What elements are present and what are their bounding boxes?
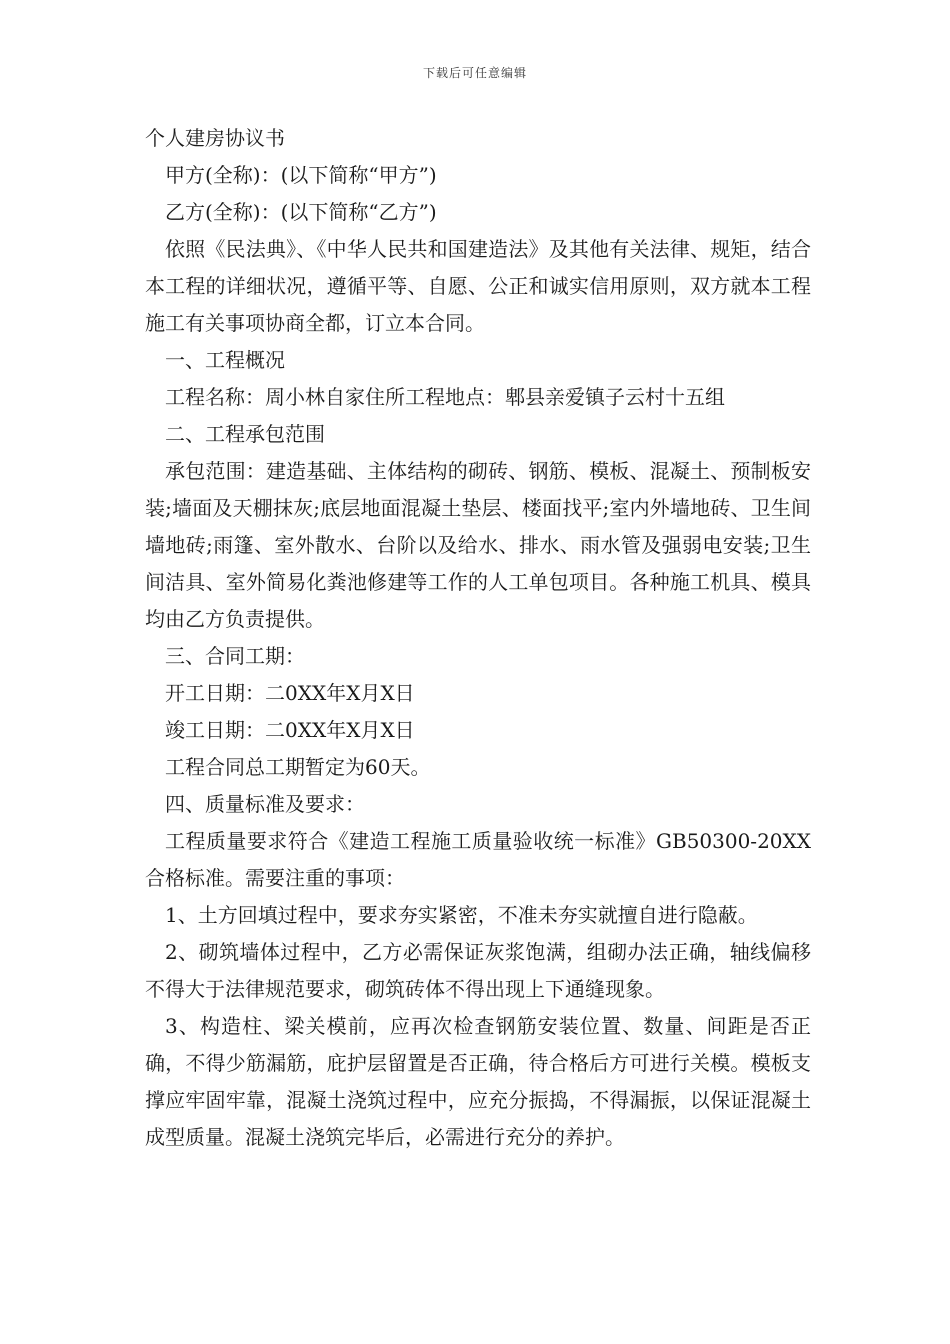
quality-item-2: 2、砌筑墙体过程中，乙方必需保证灰浆饱满，组砌办法正确，轴线偏移不得大于法律规范要求，砌筑砖体不得出现上下通缝现象。 <box>145 940 811 1001</box>
preamble-paragraph: 依照《民法典》、《中华人民共和国建造法》及其他有关法律、规矩，结合本工程的详细状况，遵循平等、自愿、公正和诚实信用原则，双方就本工程施工有关事项协商全都，订立本合同。 <box>145 237 811 335</box>
quality-standard-paragraph: 工程质量要求符合《建造工程施工质量验收统一标准》GB50300-20XX合格标准。需要注重的事项： <box>145 829 811 890</box>
start-date-line: 开工日期：二0XX年X月X日 <box>165 681 415 705</box>
completion-date-line: 竣工日期：二0XX年X月X日 <box>165 718 415 742</box>
quality-item-1: 1、土方回填过程中，要求夯实紧密，不准未夯实就擅自进行隐蔽。 <box>165 903 758 927</box>
party-b-line: 乙方(全称)：(以下简称“乙方”) <box>165 200 437 224</box>
section-heading-quality: 四、质量标准及要求： <box>165 792 365 816</box>
section-heading-overview: 一、工程概况 <box>165 348 285 372</box>
section-heading-scope: 二、工程承包范围 <box>165 422 325 446</box>
total-duration-line: 工程合同总工期暂定为60天。 <box>165 755 431 779</box>
scope-paragraph: 承包范围：建造基础、主体结构的砌砖、钢筋、模板、混凝土、预制板安装;墙面及天棚抹灰;底层地面混凝土垫层、楼面找平;室内外墙地砖、卫生间墙地砖;雨篷、室外散水、台阶以及给水、排水、雨水管及强弱电安装;卫生间洁具、室外简易化粪池修建等工作的人工单包项目。各种施工机具、模具均由乙方负责提供。 <box>145 459 811 631</box>
quality-item-3: 3、构造柱、梁关模前，应再次检查钢筋安装位置、数量、间距是否正确，不得少筋漏筋，庇护层留置是否正确，待合格后方可进行关模。模板支撑应牢固牢靠，混凝土浇筑过程中，应充分振捣，不得漏振，以保证混凝土成型质量。混凝土浇筑完毕后，必需进行充分的养护。 <box>145 1014 811 1149</box>
project-name-line: 工程名称：周小林自家住所工程地点：郫县亲爱镇子云村十五组 <box>165 385 725 409</box>
page-header-note: 下载后可任意编辑 <box>422 66 527 80</box>
party-a-line: 甲方(全称)：(以下简称“甲方”) <box>165 163 437 187</box>
document-title: 个人建房协议书 <box>145 126 285 150</box>
document-body <box>145 120 811 1156</box>
section-heading-duration: 三、合同工期： <box>165 644 305 668</box>
